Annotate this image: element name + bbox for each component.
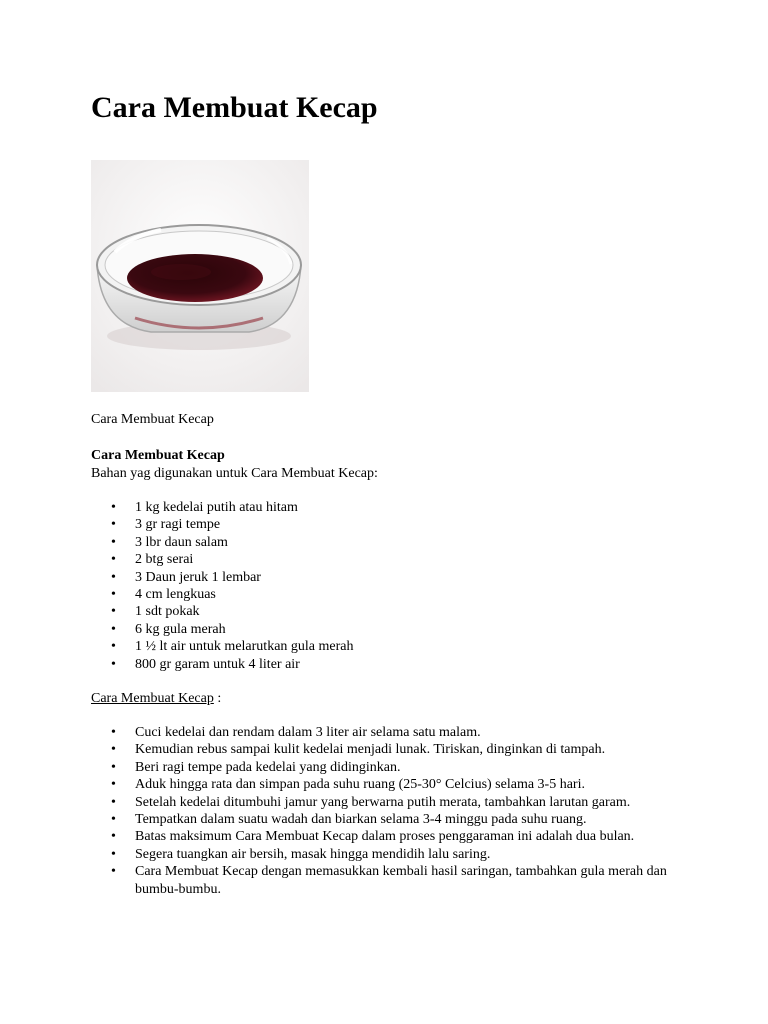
- bullet-icon: •: [111, 621, 116, 637]
- bullet-icon: •: [111, 604, 116, 620]
- list-item: • 800 gr garam untuk 4 liter air: [111, 656, 300, 672]
- image-caption: Cara Membuat Kecap: [91, 412, 214, 427]
- method-link[interactable]: Cara Membuat Kecap: [91, 690, 214, 706]
- bullet-icon: •: [111, 587, 116, 603]
- bullet-icon: •: [111, 725, 116, 740]
- list-item: • 3 gr ragi tempe: [111, 517, 221, 533]
- bullet-icon: •: [111, 812, 116, 828]
- bullet-icon: •: [111, 777, 116, 793]
- list-item: • 4 cm lengkuas: [111, 587, 216, 603]
- list-item: • Kemudian rebus sampai kulit kedelai menjadi lunak. Tiriskan, dinginkan di tampah.: [111, 742, 606, 758]
- list-item: • Aduk hingga rata dan simpan pada suhu ruang (25-30° Celcius) selama 3-5 hari.: [111, 777, 585, 793]
- list-item: • 6 kg gula merah: [111, 621, 226, 637]
- method-heading: Cara Membuat Kecap :: [91, 690, 222, 706]
- ingredients-list: [91, 499, 354, 673]
- list-item: • Cara Membuat Kecap dengan memasukkan kembali hasil saringan, tambahkan gula merah dan bumbu-bumbu.: [111, 864, 667, 897]
- ingredients-intro: Bahan yag digunakan untuk Cara Membuat Kecap:: [91, 465, 378, 481]
- list-item: • Beri ragi tempe pada kedelai yang didinginkan.: [111, 759, 401, 775]
- list-item: • Batas maksimum Cara Membuat Kecap dalam proses penggaraman ini adalah dua bulan.: [111, 829, 635, 845]
- bullet-icon: •: [111, 794, 116, 810]
- list-item: • Tempatkan dalam suatu wadah dan biarkan selama 3-4 minggu pada suhu ruang.: [111, 812, 587, 828]
- bullet-icon: •: [111, 552, 116, 568]
- list-item: • 1 ½ lt air untuk melarutkan gula merah: [111, 639, 354, 655]
- list-item: • 1 sdt pokak: [111, 604, 200, 620]
- bullet-icon: •: [111, 656, 116, 672]
- list-item: • 3 lbr daun salam: [111, 534, 228, 550]
- steps-list: [91, 724, 681, 898]
- bullet-icon: •: [111, 742, 116, 758]
- page-title: Cara Membuat Kecap: [91, 91, 378, 124]
- bullet-icon: •: [111, 759, 116, 775]
- bullet-icon: •: [111, 829, 116, 845]
- bullet-icon: •: [111, 534, 116, 550]
- soy-sauce-bowl-image: [91, 160, 309, 392]
- bullet-icon: •: [111, 517, 116, 533]
- list-item: • 3 Daun jeruk 1 lembar: [111, 569, 261, 585]
- list-item: • Segera tuangkan air bersih, masak hingga mendidih lalu saring.: [111, 846, 491, 862]
- bullet-icon: •: [111, 639, 116, 655]
- bullet-icon: •: [111, 864, 116, 880]
- bullet-icon: •: [111, 569, 116, 585]
- section-title: Cara Membuat Kecap: [91, 448, 225, 463]
- list-item: • Cuci kedelai dan rendam dalam 3 liter air selama satu malam.: [111, 725, 481, 740]
- list-item: • 2 btg serai: [111, 552, 194, 568]
- bowl-illustration: [91, 160, 309, 392]
- list-item: • Setelah kedelai ditumbuhi jamur yang berwarna putih merata, tambahkan larutan garam.: [111, 794, 631, 810]
- list-item: • 1 kg kedelai putih atau hitam: [111, 500, 298, 515]
- bullet-icon: •: [111, 500, 116, 515]
- bullet-icon: •: [111, 846, 116, 862]
